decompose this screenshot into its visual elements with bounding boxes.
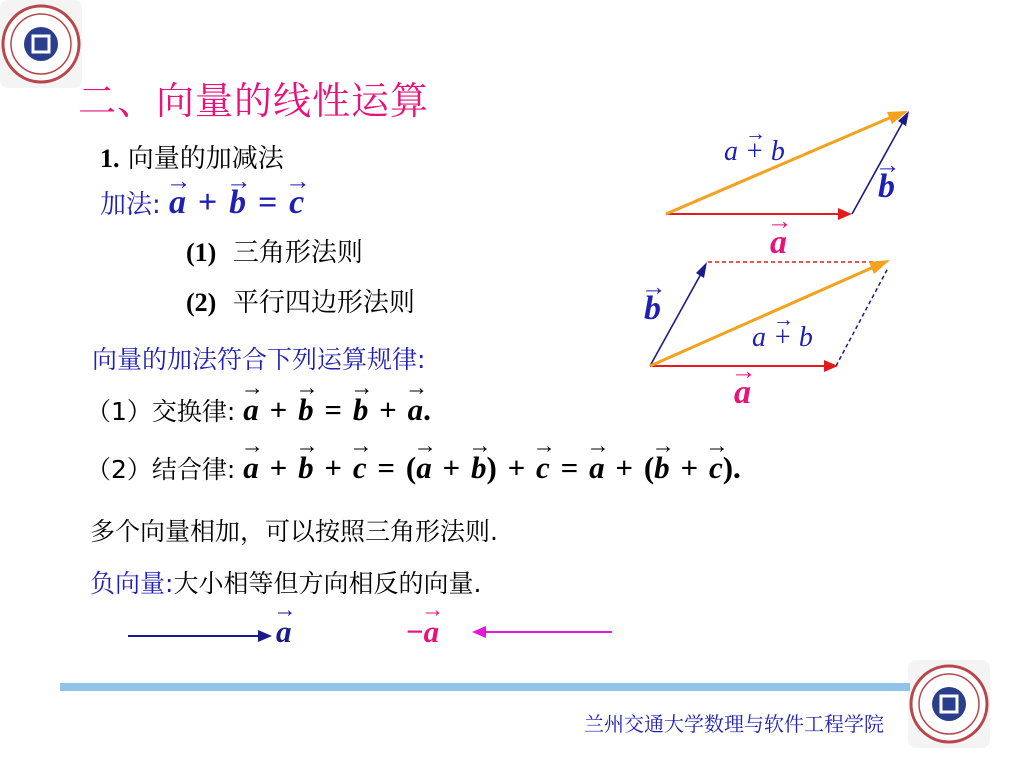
neg-vec-a-label	[406, 614, 439, 650]
plus-sign: +	[507, 450, 526, 485]
rule-parallelogram-text: 平行四边形法则	[232, 288, 415, 318]
equals-sign: =	[257, 184, 278, 221]
footer-institution: 兰州交通大学数理与软件工程学院	[584, 712, 884, 736]
vec-a: → a	[424, 614, 440, 650]
left-paren: (	[643, 450, 655, 485]
plus-sign: +	[442, 450, 461, 485]
vec-a: → a	[276, 614, 292, 650]
vec-b: → b	[471, 450, 487, 486]
university-logo-top	[0, 0, 82, 88]
right-paren: )	[486, 450, 497, 485]
rule-parallelogram-num: (2)	[186, 288, 217, 317]
triangle-a-label	[770, 222, 787, 262]
vec-a: → a	[243, 450, 259, 486]
vec-b: → b	[229, 184, 246, 222]
sum-label-text: → a + b	[752, 322, 813, 354]
plus-sign: +	[379, 392, 397, 427]
plus-sign: +	[680, 450, 699, 485]
par-a-label	[734, 372, 751, 412]
vec-a: → a	[169, 184, 186, 222]
left-paren: (	[405, 450, 417, 485]
commutative-law	[86, 392, 431, 428]
associative-label: （2）结合律:	[86, 455, 236, 484]
vec-a: → a	[770, 224, 787, 262]
equals-sign: =	[324, 392, 343, 427]
equals-sign: =	[377, 450, 396, 485]
triangle-sum-label	[724, 134, 785, 168]
negative-vector-figure	[120, 610, 620, 660]
vec-b: → b	[298, 450, 314, 486]
plus-sign: +	[324, 450, 343, 485]
vec-b: → b	[654, 450, 670, 486]
vec-c: → c	[709, 450, 723, 486]
vec-c: → c	[353, 450, 367, 486]
negative-vector-text: 大小相等但方向相反的向量.	[173, 569, 482, 598]
laws-heading: 向量的加法符合下列运算规律:	[92, 345, 426, 374]
section-number: 1.	[100, 144, 120, 173]
triangle-b-label	[878, 166, 895, 206]
vec-b: → b	[353, 392, 369, 428]
negative-vector-definition	[90, 564, 481, 600]
minus-sign: −	[406, 614, 424, 649]
multi-vector-note: 多个向量相加，可以按照三角形法则.	[90, 517, 498, 546]
vec-a: → a	[408, 392, 424, 428]
vec-a: → a	[416, 450, 432, 486]
plus-sign: +	[269, 392, 288, 427]
right-paren-period: ).	[722, 450, 741, 485]
addition-line	[100, 182, 304, 222]
vec-c: → c	[536, 450, 550, 486]
rule-triangle	[186, 232, 363, 269]
slide-title: 二、向量的线性运算	[78, 79, 430, 123]
vec-c: → c	[289, 184, 304, 222]
footer-divider	[60, 683, 910, 691]
par-dashed-right	[836, 268, 888, 366]
par-b-label	[644, 288, 661, 328]
plus-sign: +	[197, 184, 218, 221]
period: .	[423, 392, 431, 427]
vec-b: → b	[878, 168, 895, 206]
par-sum-label	[752, 320, 813, 354]
vec-a: → a	[589, 450, 605, 486]
vec-b: → b	[298, 392, 314, 428]
plus-sign: +	[615, 450, 634, 485]
university-logo-bottom	[908, 660, 990, 748]
section-heading	[100, 138, 284, 175]
plus-sign: +	[269, 450, 288, 485]
vec-a: → a	[243, 392, 259, 428]
addition-label: 加法:	[100, 190, 161, 220]
rule-parallelogram	[186, 282, 415, 319]
equals-sign: =	[560, 450, 579, 485]
sum-label-text: → a + b	[724, 136, 785, 168]
vec-a: → a	[734, 374, 751, 412]
section-text: 向量的加减法	[127, 144, 284, 174]
associative-law	[86, 450, 741, 486]
vec-a-label	[276, 614, 292, 650]
commutative-label: （1）交换律:	[86, 397, 236, 426]
negative-vector-label: 负向量:	[90, 569, 174, 598]
vec-b: → b	[644, 290, 661, 328]
rule-triangle-text: 三角形法则	[232, 238, 363, 268]
rule-triangle-num: (1)	[186, 238, 217, 267]
